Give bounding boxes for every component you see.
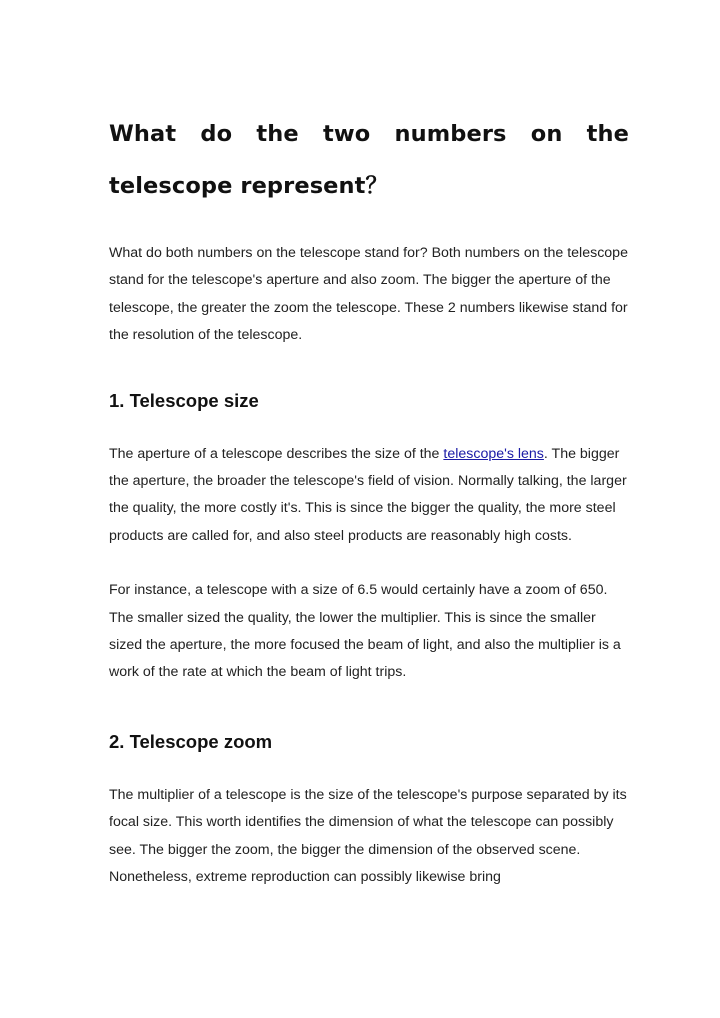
size-paragraph-1: [109, 441, 629, 551]
size-paragraph-2: For instance, a telescope with a size of 6.5 would certainly have a zoom of 650. The smaller sized the quality, the lower the multiplier. This is since the smaller sized the aperture, the more focused the beam of light, and also the multiplier is a work of the rate at which the beam of light trips.: [109, 582, 621, 681]
intro-paragraph: What do both numbers on the telescope stand for? Both numbers on the telescope stand for the telescope's aperture and also zoom. The bigger the aperture of the telescope, the greater the zoom the telescope. These 2 numbers likewise stand for the resolution of the telescope.: [109, 245, 628, 344]
size-paragraph-1-text-a: The aperture of a telescope describes the size of the: [109, 445, 444, 462]
zoom-paragraph-1: The multiplier of a telescope is the size of the telescope's purpose separated by its focal size. This worth identifies the dimension of what the telescope can possibly see. The bigger the zoom, the bigger the dimension of the observed scene. Nonetheless, extreme reproduction can possibly likewise bring: [109, 786, 627, 886]
section-heading-zoom: 2. Telescope zoom: [109, 730, 273, 752]
telescope-lens-link[interactable]: telescope's lens: [443, 445, 544, 462]
article-body: [109, 108, 629, 892]
section-heading-size: 1. Telescope size: [109, 389, 259, 411]
article-title: What do the two numbers on the telescope represent？: [109, 121, 629, 199]
size-paragraph-1-text-b: . The bigger the aperture, the broader the telescope's field of vision. Normally talking, the larger the quality, the more costly it's. This is since the bigger the quality, the more steel products are called for, and also steel products are reasonably high costs.: [109, 445, 627, 544]
